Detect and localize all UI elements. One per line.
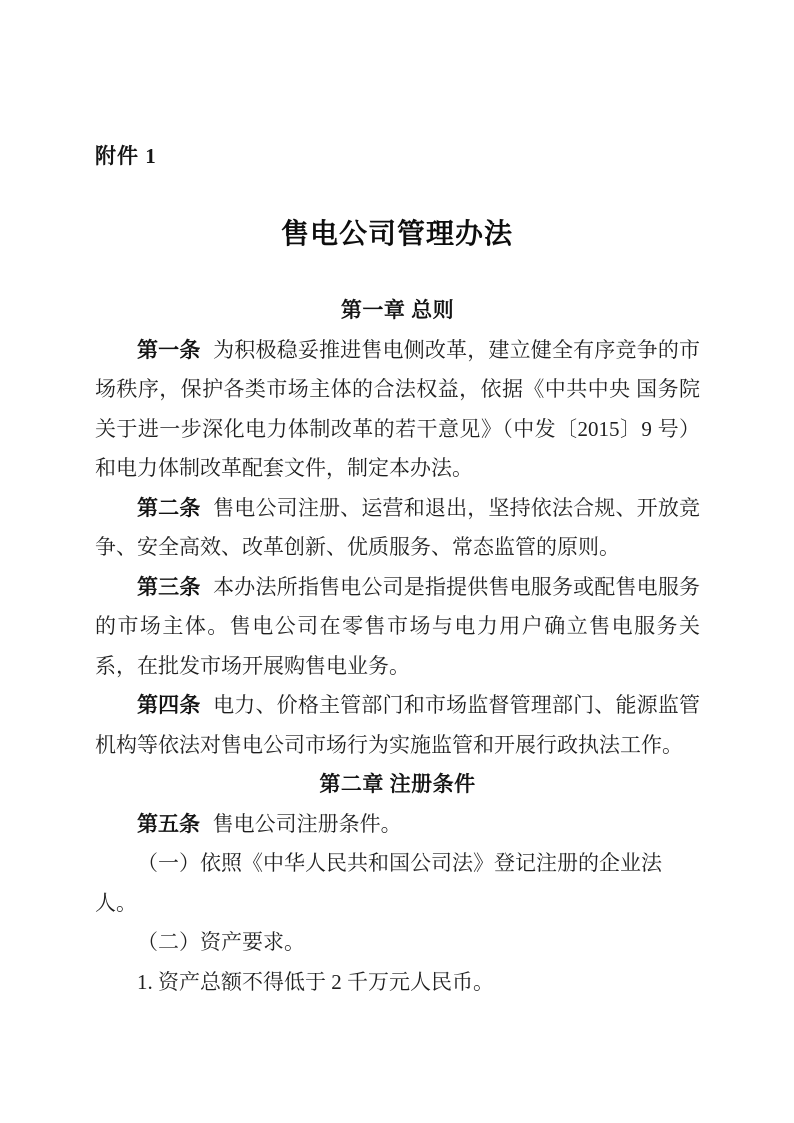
article-4 xyxy=(95,686,700,765)
document-body xyxy=(95,291,700,1002)
article-2-number: 第二条 xyxy=(137,495,201,520)
article-5-number: 第五条 xyxy=(137,811,200,836)
article-5-text: 售电公司注册条件。 xyxy=(212,811,402,836)
article-5 xyxy=(95,805,700,845)
chapter-2-heading: 第二章 注册条件 xyxy=(319,772,476,796)
article-3 xyxy=(95,568,700,687)
article-3-text: 本办法所指售电公司是指提供售电服务或配售电服务的市场主体。售电公司在零售市场与电力用户确立售电服务关系，在批发市场开展购售电业务。 xyxy=(95,574,701,678)
list-item-3: 1. 资产总额不得低于 2 千万元人民币。 xyxy=(137,969,494,994)
document-title: 售电公司管理办法 xyxy=(280,219,513,250)
article-2-text: 售电公司注册、运营和退出，坚持依法合规、开放竞争、安全高效、改革创新、优质服务、常态监管的原则。 xyxy=(95,495,701,559)
article-1-text: 为积极稳妥推进售电侧改革，建立健全有序竞争的市场秩序，保护各类市场主体的合法权益，依据《中共中央 国务院关于进一步深化电力体制改革的若干意见》（中发〔2015〕9 号）和电力体制改革配套文件，制定本办法。 xyxy=(95,337,701,480)
list-item-1: （一）依照《中华人民共和国公司法》登记注册的企业法人。 xyxy=(95,851,662,915)
article-1-number: 第一条 xyxy=(137,337,201,362)
attachment-label: 附件 1 xyxy=(95,144,157,168)
chapter-1-heading: 第一章 总则 xyxy=(340,298,455,322)
article-1 xyxy=(95,331,700,489)
article-4-text: 电力、价格主管部门和市场监督管理部门、能源监管机构等依法对售电公司市场行为实施监管和开展行政执法工作。 xyxy=(95,693,701,757)
article-4-number: 第四条 xyxy=(137,693,201,717)
list-item-2: （二）资产要求。 xyxy=(137,930,305,954)
article-3-number: 第三条 xyxy=(137,574,201,599)
article-2 xyxy=(95,489,700,568)
